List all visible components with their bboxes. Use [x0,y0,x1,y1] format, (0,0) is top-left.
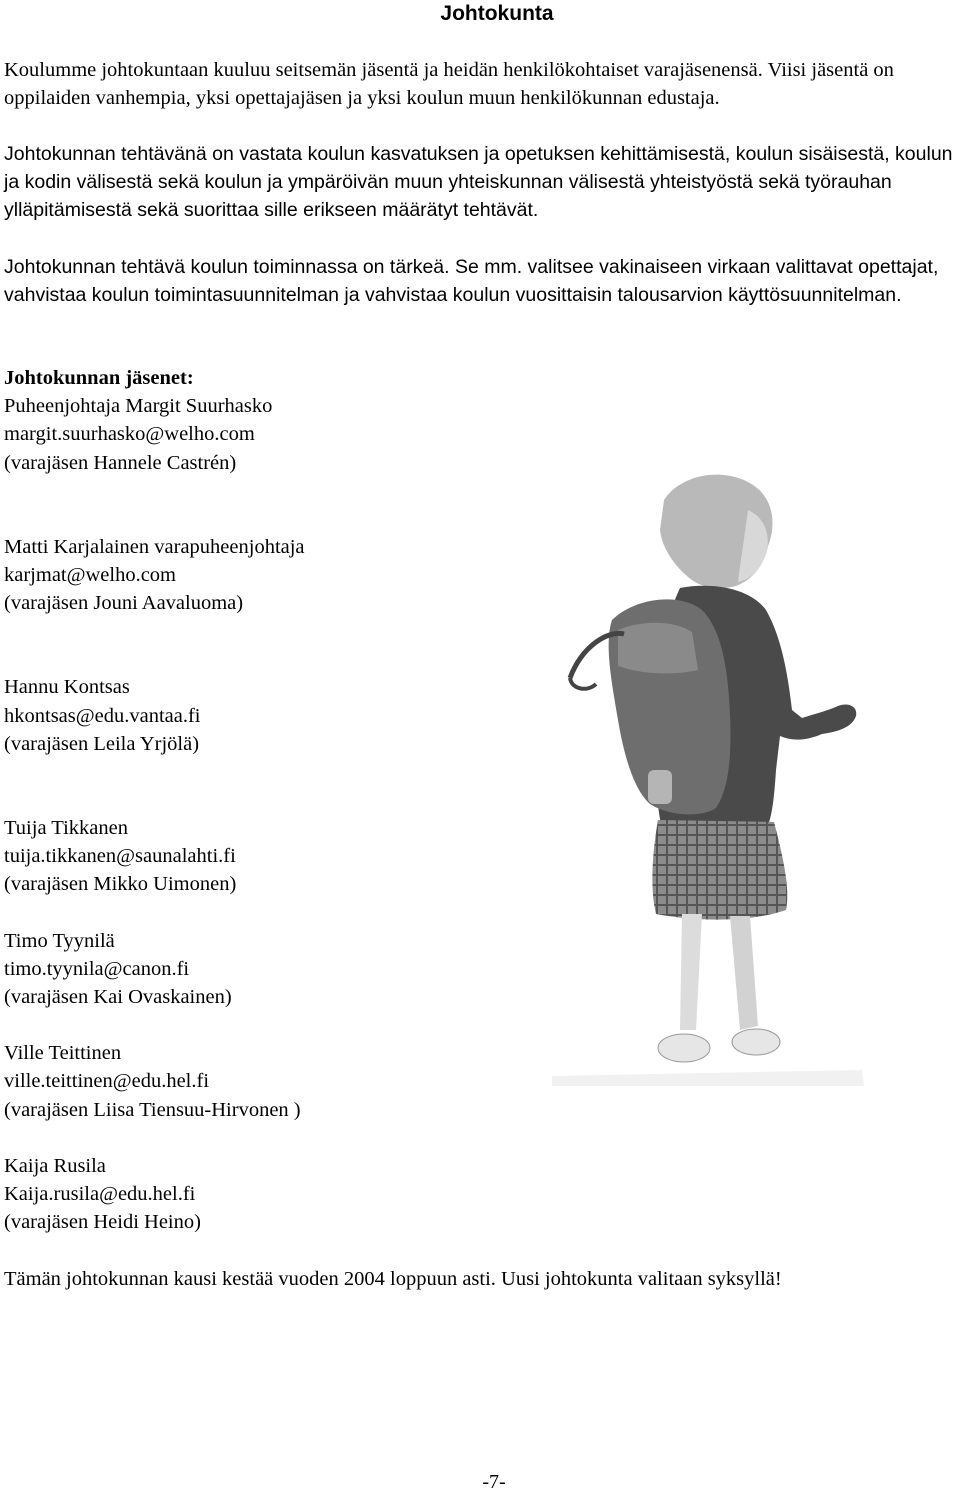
member-name: Ville Teittinen [4,1042,122,1065]
member-entry [4,1039,564,1124]
member-email: tuija.tikkanen@saunalahti.fi [4,845,236,868]
child-with-backpack-photo [552,470,864,1086]
member-name: Matti Karjalainen varapuheenjohtaja [4,535,305,558]
member-email: karjmat@welho.com [4,564,177,587]
member-name: Kaija Rusila [4,1154,106,1177]
member-email: ville.teittinen@edu.hel.fi [4,1070,210,1093]
member-name: Tuija Tikkanen [4,817,128,840]
member-email: hkontsas@edu.vantaa.fi [4,704,201,727]
member-deputy: (varajäsen Jouni Aavaluoma) [4,592,244,615]
duties-paragraph: Johtokunnan tehtävänä on vastata koulun kasvatuksen ja opetuksen kehittämisestä, koulun sisäisestä, koulun ja kodin välisestä sekä koulun ja ympäröivän muun yhteiskunnan välisestä yhteistyöstä sekä työrauhan ylläpitämisestä sekä suorittaa sille erikseen määrätyt tehtävät. [4,143,953,221]
member-deputy: (varajäsen Heidi Heino) [4,1211,201,1234]
member-name: Puheenjohtaja Margit Suurhasko [4,395,273,418]
member-entry [4,814,564,899]
page-number: -7- [482,1471,506,1493]
member-entry [4,1152,564,1237]
member-entry [4,533,564,618]
member-email: margit.suurhasko@welho.com [4,423,255,446]
members-heading: Johtokunnan jäsenet: [4,367,194,389]
member-email: timo.tyynila@canon.fi [4,957,190,980]
member-deputy: (varajäsen Kai Ovaskainen) [4,986,232,1009]
member-deputy: (varajäsen Hannele Castrén) [4,451,237,474]
member-entry [4,927,564,1012]
member-deputy: (varajäsen Mikko Uimonen) [4,873,237,896]
closing-sentence: Tämän johtokunnan kausi kestää vuoden 2004 loppuun asti. Uusi johtokunta valitaan syksyllä! [4,1268,782,1290]
member-entry [4,392,564,477]
member-deputy: (varajäsen Leila Yrjölä) [4,732,200,755]
member-entry [4,673,564,758]
member-name: Hannu Kontsas [4,676,130,699]
role-paragraph: Johtokunnan tehtävä koulun toiminnassa on tärkeä. Se mm. valitsee vakinaiseen virkaan valittavat opettajat, vahvistaa koulun toimintasuunnitelman ja vahvistaa koulun vuosittaisin talousarvion käyttösuunnitelman. [4,256,939,306]
intro-paragraph: Koulumme johtokuntaan kuuluu seitsemän jäsentä ja heidän henkilökohtaiset varajäsenensä. Viisi jäsentä on oppilaiden vanhempia, yksi opettajajäsen ja yksi koulun muun henkilökunnan edustaja. [4,59,894,109]
member-deputy: (varajäsen Liisa Tiensuu-Hirvonen ) [4,1098,301,1121]
member-email: Kaija.rusila@edu.hel.fi [4,1183,196,1206]
member-name: Timo Tyynilä [4,929,115,952]
members-section [4,364,564,1236]
page-title: Johtokunta [440,2,554,25]
